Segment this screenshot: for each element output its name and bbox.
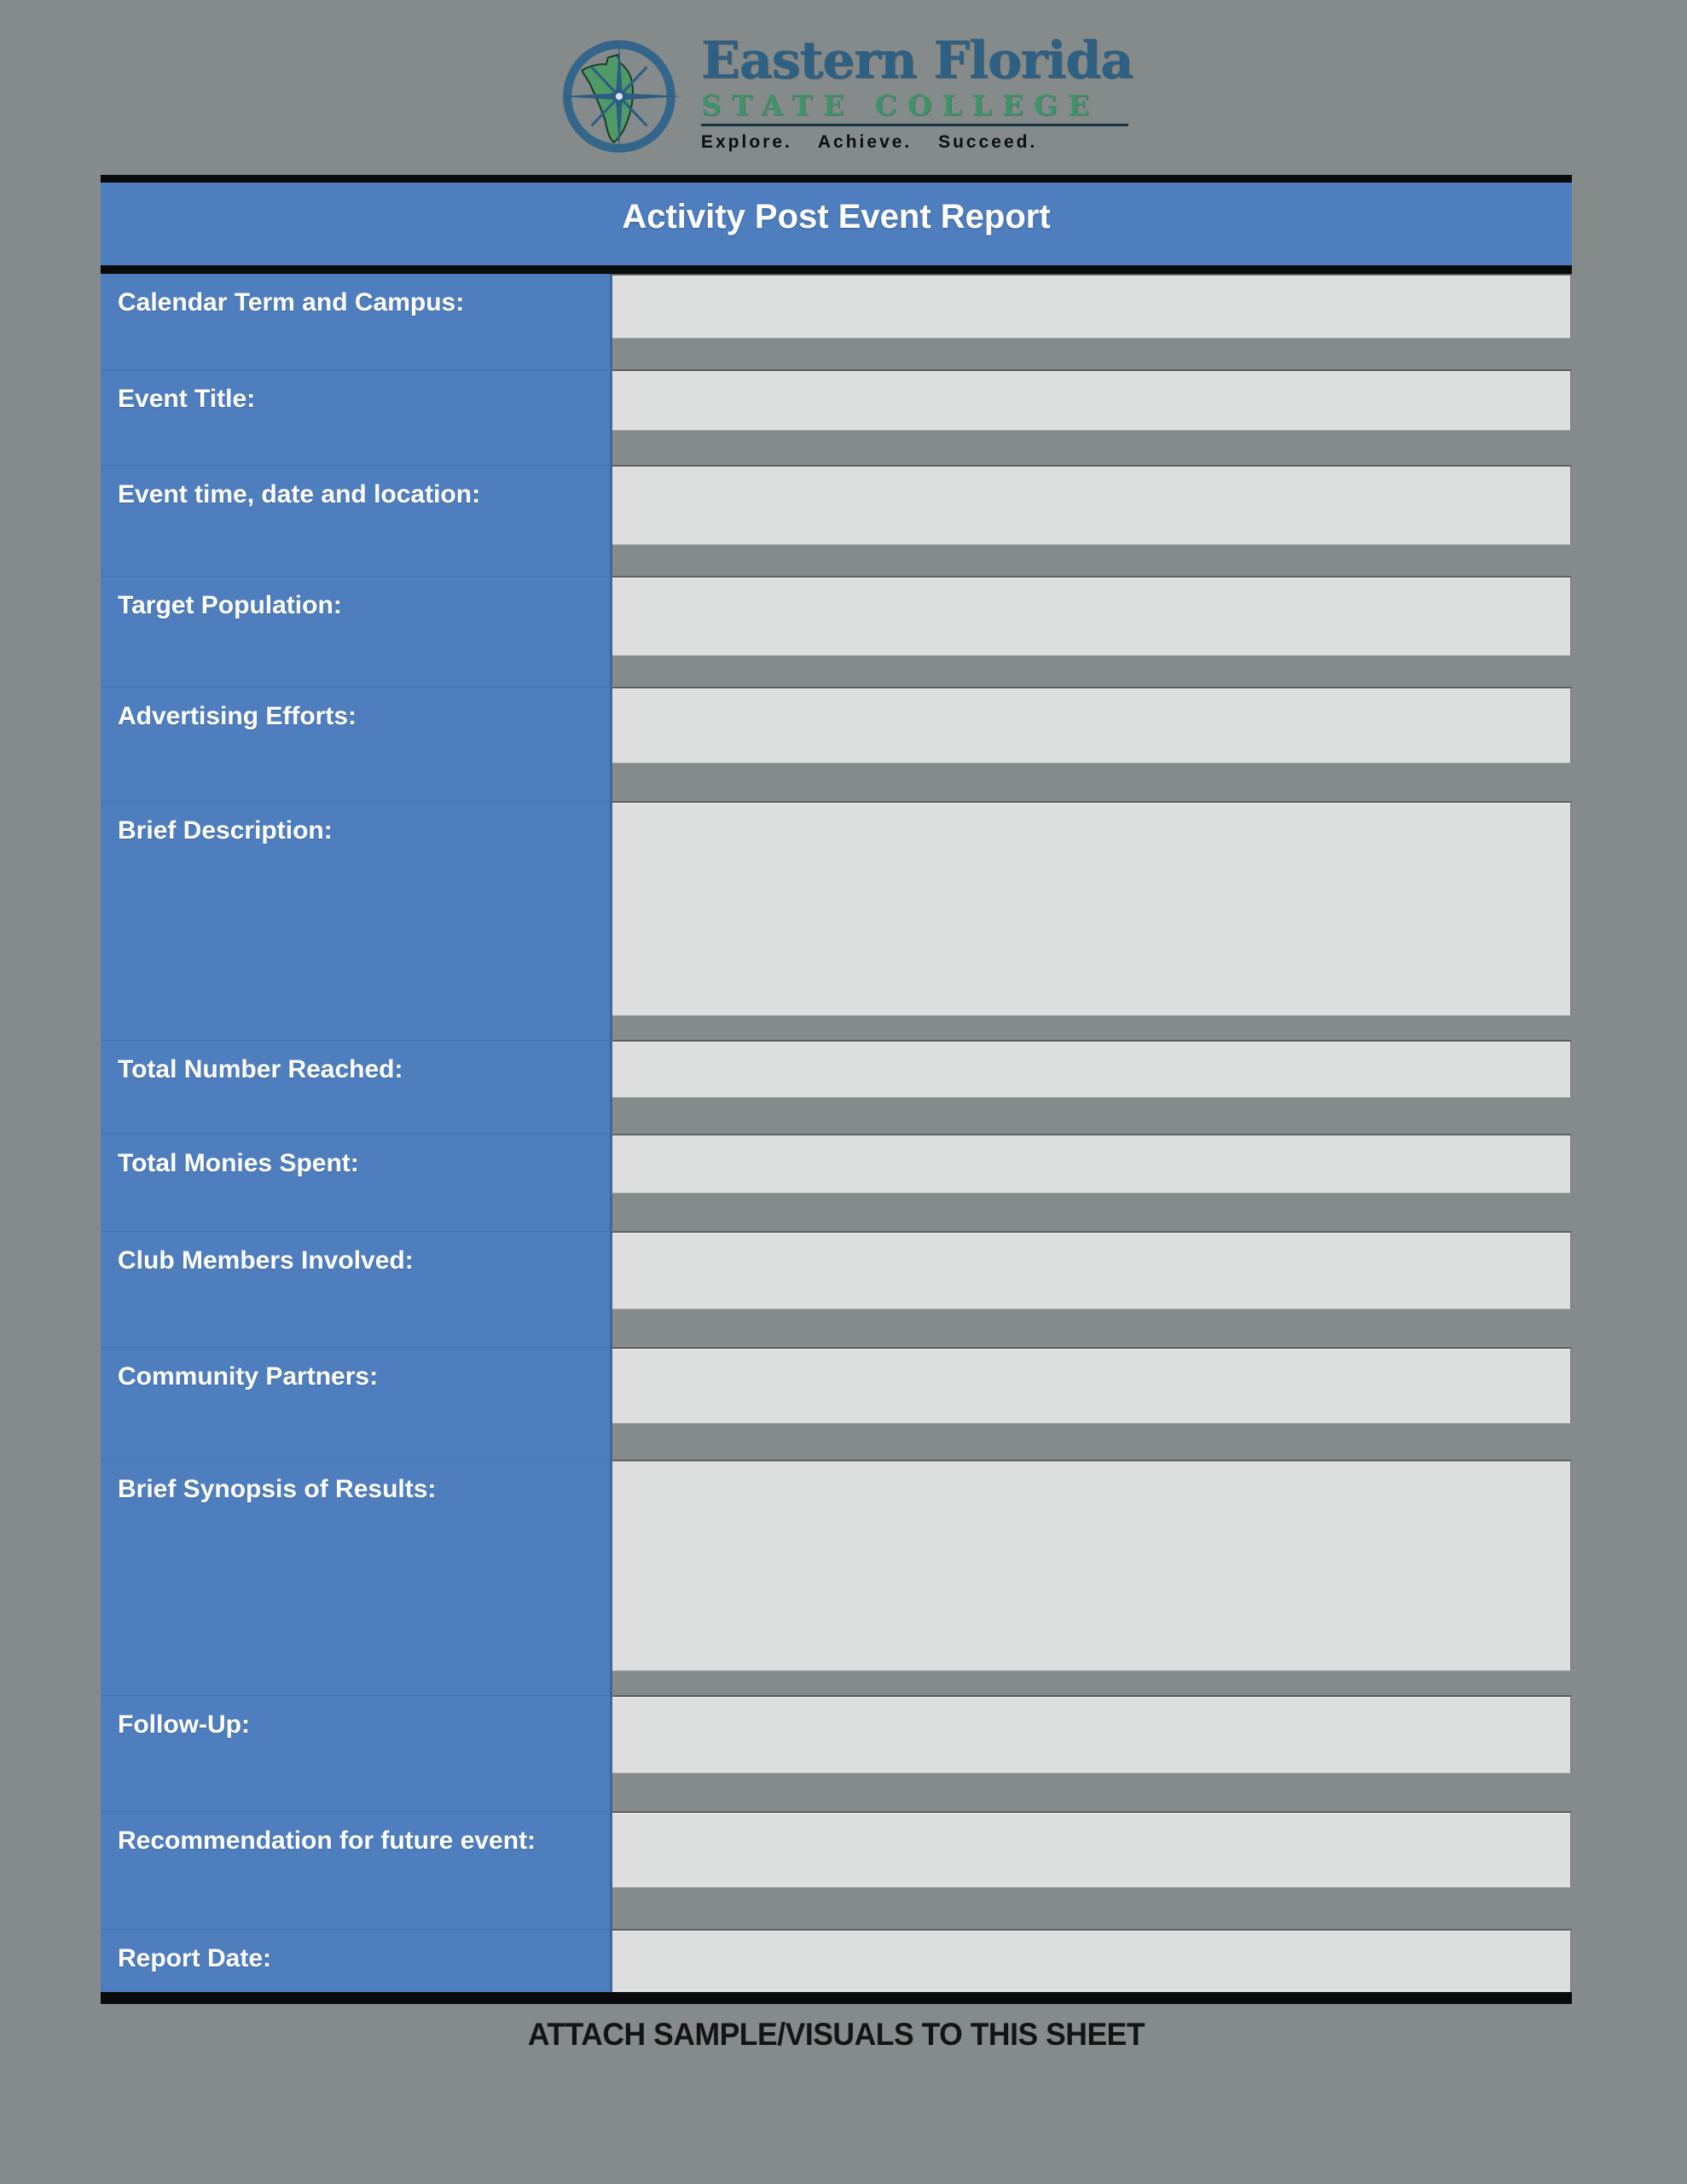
field-value-cell (612, 1040, 1572, 1134)
college-subname: STATE COLLEGE (700, 89, 1100, 123)
field-label-cell (101, 369, 612, 465)
field-input-report-date[interactable] (612, 1929, 1572, 1992)
form-row (101, 576, 1572, 687)
field-label: Event time, date and location: (118, 480, 481, 508)
field-input-brief-synopsis-results[interactable] (612, 1460, 1572, 1671)
form-row (101, 1811, 1572, 1929)
field-label-cell (101, 1460, 612, 1695)
form-rows (101, 274, 1572, 1992)
field-input-target-population[interactable] (612, 576, 1572, 656)
form-row (101, 687, 1572, 801)
field-value-cell (612, 465, 1572, 576)
field-label-cell (101, 1811, 612, 1929)
field-label-cell (101, 274, 612, 369)
form-row (101, 1134, 1572, 1231)
field-value-cell (612, 1460, 1572, 1695)
field-value-cell (612, 369, 1572, 465)
field-label: Follow-Up: (118, 1711, 250, 1739)
form-title: Activity Post Event Report (622, 198, 1051, 235)
field-input-event-title[interactable] (612, 369, 1572, 431)
form-row (101, 801, 1572, 1040)
field-label-cell (101, 465, 612, 576)
field-label-cell (101, 1695, 612, 1811)
field-value-cell (612, 687, 1572, 801)
field-label-cell (101, 1134, 612, 1231)
field-label-cell (101, 1347, 612, 1460)
field-label-cell (101, 1929, 612, 1992)
field-label: Calendar Term and Campus: (118, 288, 465, 317)
field-value-cell (612, 1695, 1572, 1811)
form-row (101, 465, 1572, 576)
top-border-bar (101, 175, 1572, 183)
field-label: Advertising Efforts: (118, 702, 357, 730)
field-value-cell (612, 274, 1572, 369)
field-value-cell (612, 1811, 1572, 1929)
field-label: Total Number Reached: (118, 1055, 403, 1083)
form-row (101, 1040, 1572, 1134)
form-row (101, 1695, 1572, 1811)
logo-underline (701, 124, 1128, 126)
field-value-cell (612, 1929, 1572, 1992)
field-input-event-time-date-location[interactable] (612, 465, 1572, 545)
report-form (101, 175, 1572, 2004)
field-label: Recommendation for future event: (118, 1827, 536, 1855)
field-label-cell (101, 1040, 612, 1134)
form-row (101, 1347, 1572, 1460)
field-label-cell (101, 687, 612, 801)
field-input-calendar-term-campus[interactable] (612, 274, 1572, 339)
attach-visuals-note: ATTACH SAMPLE/VISUALS TO THIS SHEET (527, 2017, 1145, 2052)
field-input-brief-description[interactable] (612, 801, 1572, 1016)
field-input-recommendation-future-event[interactable] (612, 1811, 1572, 1888)
field-label: Community Partners: (118, 1362, 379, 1391)
college-logo (0, 29, 1687, 159)
college-name: Eastern Florida (700, 31, 1133, 91)
field-input-total-monies-spent[interactable] (612, 1134, 1572, 1194)
college-tagline: Explore. Achieve. Succeed. (700, 131, 1038, 152)
field-label: Brief Description: (118, 816, 333, 845)
field-value-cell (612, 1347, 1572, 1460)
field-input-club-members-involved[interactable] (612, 1231, 1572, 1310)
field-label-cell (101, 1231, 612, 1347)
form-row (101, 1929, 1572, 1992)
title-separator-bar (101, 265, 1572, 274)
field-value-cell (612, 576, 1572, 687)
field-label: Event Title: (118, 385, 256, 413)
college-logo-mark-icon (554, 29, 689, 159)
field-input-total-number-reached[interactable] (612, 1040, 1572, 1098)
form-row (101, 369, 1572, 465)
field-label-cell (101, 801, 612, 1040)
field-label: Total Monies Spent: (118, 1149, 359, 1177)
field-value-cell (612, 801, 1572, 1040)
field-input-follow-up[interactable] (612, 1695, 1572, 1774)
field-input-advertising-efforts[interactable] (612, 687, 1572, 764)
form-row (101, 274, 1572, 369)
form-row (101, 1231, 1572, 1347)
field-label: Club Members Involved: (118, 1246, 414, 1275)
college-logo-text (700, 31, 1133, 153)
form-title-bar (101, 183, 1572, 265)
field-value-cell (612, 1231, 1572, 1347)
field-label: Report Date: (118, 1944, 272, 1972)
field-input-community-partners[interactable] (612, 1347, 1572, 1424)
field-label-cell (101, 576, 612, 687)
bottom-border-bar (101, 1992, 1572, 2004)
form-row (101, 1460, 1572, 1695)
field-value-cell (612, 1134, 1572, 1231)
field-label: Brief Synopsis of Results: (118, 1475, 437, 1503)
field-label: Target Population: (118, 591, 342, 619)
